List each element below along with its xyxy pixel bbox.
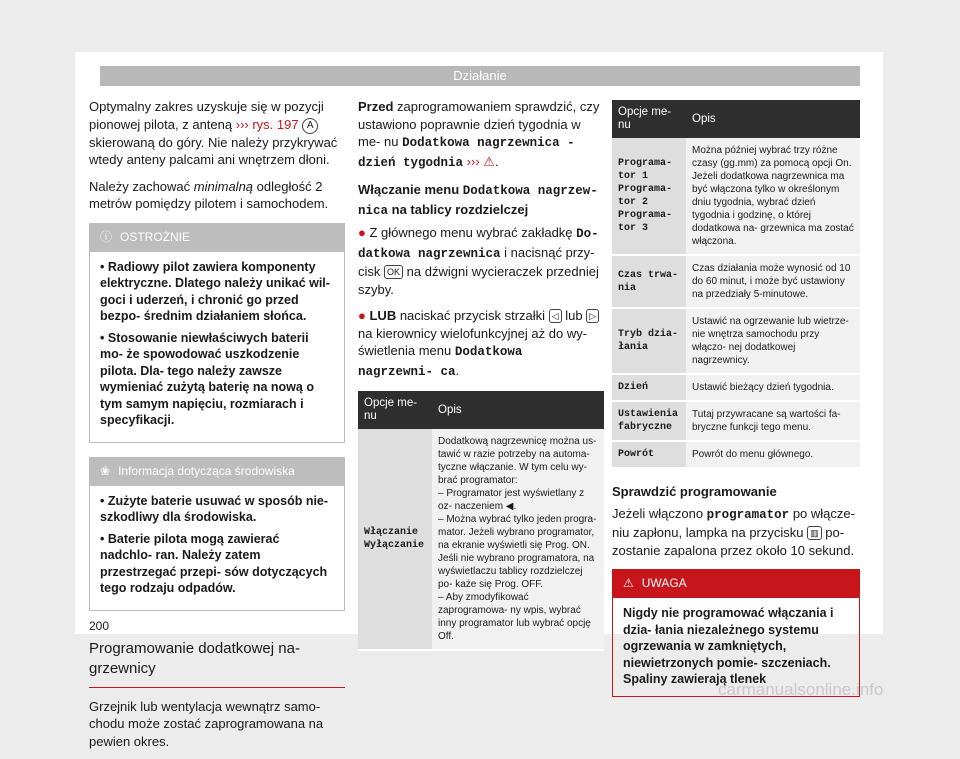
- table-row: Tryb dzia- łania Ustawić na ogrzewanie lub wietrze- nie wnętrza samochodu przy włączo- nej dodatkowej nagrzewnicy.: [612, 308, 860, 374]
- leaf-icon: ❀: [100, 463, 111, 478]
- environment-item: • Zużyte baterie usuwać w sposób nie- szkodliwy dla środowiska.: [100, 493, 329, 524]
- watermark: carmanualsonline.info: [718, 680, 884, 699]
- figure-ref-link[interactable]: ››› rys. 197: [235, 116, 299, 132]
- environment-item: • Baterie pilota mogą zawierać nadchlo- ran. Należy zatem przestrzegać przepi- sów dotyczących tego rodzaju odpadów.: [100, 531, 328, 595]
- column-3: [612, 98, 860, 697]
- environment-box: [89, 457, 345, 611]
- warning-text: Nigdy nie programować włączania i dzia- łania niezależnego systemu ogrzewania w zamkniętych, niewietrzonych pomie- szczeniach. Spaliny zawierają tlenek: [623, 606, 834, 686]
- marker-a: A: [302, 118, 318, 134]
- warning-box: [612, 569, 860, 697]
- column-1: [89, 98, 345, 759]
- ok-key-icon: OK: [384, 265, 403, 279]
- heater-key-icon: ▥: [807, 526, 822, 540]
- paragraph-intro: Grzejnik lub wentylacja wewnątrz samo- chodu może zostać zaprogramowana na pewien okres.: [89, 698, 324, 749]
- arrow-right-key-icon: ▷: [586, 309, 599, 323]
- table-row: Powrót Powrót do menu głównego.: [612, 441, 860, 468]
- environment-header: ❀ Informacja dotycząca środowiska: [90, 458, 344, 486]
- warning-triangle-icon: ⚠: [623, 576, 634, 591]
- page-number: 200: [89, 619, 110, 633]
- arrow-left-key-icon: ◁: [549, 309, 562, 323]
- warning-ref-link[interactable]: ›››: [466, 153, 480, 169]
- step-item: ● Z głównego menu wybrać zakładkę Do- datkowa nagrzewnica i nacisnąć przy- cisk OK na dźwigni wycieraczek przedniej szyby.: [358, 225, 599, 297]
- table-row: Ustawienia fabryczne Tutaj przywracane są wartości fa- bryczne funkcji tego menu.: [612, 401, 860, 441]
- paragraph-distance: Należy zachować minimalną odległość 2 metrów pomiędzy pilotem i samochodem.: [89, 178, 329, 211]
- menu-table-2: Opcje me- nu Opis Programa- tor 1 Programa- tor 2 Programa- tor 3 Można później wybrać trzy różne czasy (gg.mm) za pomocą opcji On. Jeżeli dodatkowa nagrzewnica ma być włączona tylko w określonym dniu tygodnia, wybrać dzień tygodnia i godzinę, o której dodatkowa na- grzewnica ma zostać włączona. Czas trwa- nia Czas działania może wynosić od 10 do 60 minut, i może być ustawiony na przedziały 5-minutowe. Tryb dzia- łania Ustawić na ogrzewanie lub wietrze- nie wnętrza samochodu przy włączo- nej dodatkowej nagrzewnicy. Dzień Ustawić bieżący dzień tygodnia. Ustawienia fabryczne Tutaj przywracane są wartości fa- bryczne funkcji tego menu. Powrót Powrót do menu głównego.: [612, 100, 860, 469]
- step-item: ● LUB naciskać przycisk strzałki ◁ lub ▷ na kierownicy wielofunkcyjnej aż do wy- świetlenia menu Dodatkowa nagrzewni- ca.: [358, 307, 604, 381]
- paragraph-range: Optymalny zakres uzyskuje się w pozycji pionowej pilota, z anteną ››› rys. 197 A skierowaną do góry. Nie należy przykrywać wtedy anteny palcami ani wnętrzem dłoni.: [89, 99, 338, 167]
- menu-table-1: Opcje me- nu Opis Włączanie Wyłączanie Dodatkową nagrzewnicę można us- tawić w razie potrzeby na automa- tyczne włączanie. W tym celu wy- brać programator: – Programator jest wyświetlany z oz- naczeniem ◀. – Można wybrać tylko jeden progra- mator. Jeżeli wybrano programator, na ekranie wyświetli się Prog. ON. Jeśli nie wybrano programatora, na wyświetlaczu tablicy rozdzielczej po- każe się Prog. OFF. – Aby zmodyfikować zaprogramowa- ny wpis, wybrać inny programator lub wybrać opcję Off.: [358, 391, 604, 651]
- subheading-menu: Włączanie menu Dodatkowa nagrzew- nica na tablicy rozdzielczej: [358, 182, 598, 218]
- paragraph-check: Przed zaprogramowaniem sprawdzić, czy ustawiono poprawnie dzień tygodnia w me- nu Dodatkowa nagrzewnica - dzień tygodnia ››› ⚠.: [358, 99, 600, 170]
- bullet-icon: ●: [358, 308, 366, 323]
- table-row: Programa- tor 1 Programa- tor 2 Programa- tor 3 Można później wybrać trzy różne czasy (gg.mm) za pomocą opcji On. Jeżeli dodatkowa nagrzewnica ma być włączona tylko w określonym dniu tygodnia, wybrać dzień tygodnia i godzinę, o której dodatkowa na- grzewnica ma zostać włączona.: [612, 138, 860, 255]
- table-row: Włączanie Wyłączanie Dodatkową nagrzewnicę można us- tawić w razie potrzeby na automa- tyczne włączanie. W tym celu wy- brać programator: – Programator jest wyświetlany z oz- naczeniem ◀. – Można wybrać tylko jeden progra- mator. Jeżeli wybrano programator, na ekranie wyświetli się Prog. ON. Jeśli nie wybrano programatora, na wyświetlaczu tablicy rozdzielczej po- każe się Prog. OFF. – Aby zmodyfikować zaprogramowa- ny wpis, wybrać inny programator lub wybrać opcję Off.: [358, 429, 604, 650]
- bullet-icon: ●: [358, 225, 366, 240]
- section-title: Programowanie dodatkowej na- grzewnicy: [89, 639, 345, 688]
- caution-header: ⓘ OSTROŻNIE: [90, 224, 344, 252]
- paragraph-lamp: Jeżeli włączono programator po włącze- niu zapłonu, lampka na przycisku ▥ po- zostanie zapalona przez około 10 sekund.: [612, 505, 855, 558]
- table-row: Dzień Ustawić bieżący dzień tygodnia.: [612, 374, 860, 401]
- column-2: [358, 98, 604, 651]
- caution-item: • Stosowanie niewłaściwych baterii mo- że spowodować uszkodzenie pilota. Dla- tego należy zawsze wymieniać zużytą baterię na nową o tym samym napięciu, rozmiarach i specyfikacji.: [100, 330, 314, 427]
- info-circle-icon: ⓘ: [100, 229, 113, 244]
- page-header: Działanie: [100, 66, 860, 86]
- caution-item: • Radiowy pilot zawiera komponenty elektryczne. Dlatego należy unikać wil- goci i uderzeń, i chronić go przed bezpo- średnim działaniem słońca.: [100, 259, 330, 323]
- subheading-check: Sprawdzić programowanie: [612, 484, 777, 499]
- warning-header: ⚠ UWAGA: [613, 570, 859, 598]
- table-row: Czas trwa- nia Czas działania może wynosić od 10 do 60 minut, i może być ustawiony na przedziały 5-minutowe.: [612, 255, 860, 308]
- caution-box: [89, 223, 345, 443]
- warning-triangle-icon: ⚠: [483, 153, 495, 169]
